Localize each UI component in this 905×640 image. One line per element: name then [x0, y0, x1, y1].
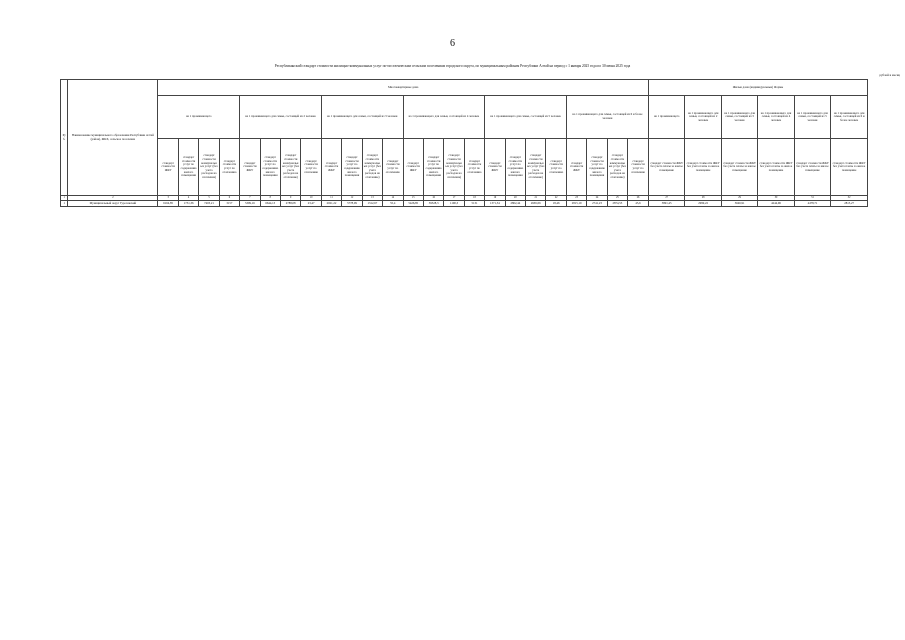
cost-standard-table	[60, 79, 868, 207]
table-cell: 2815,19	[566, 201, 586, 207]
table-cell: 3157	[219, 201, 239, 207]
column-header: стандарт стоимости услуг по содержанию жилого помещения	[178, 139, 198, 196]
column-number: 9	[280, 196, 300, 201]
column-number: 25	[607, 196, 627, 201]
column-header: стандарт стоимости услуг по отоплению	[219, 139, 239, 196]
subgroup-header: на 1 проживающего	[648, 96, 684, 139]
column-number: 28	[685, 196, 721, 201]
column-header: стандарт стоимости услуг по отоплению	[546, 139, 566, 196]
column-number: 6	[219, 196, 239, 201]
table-cell: 4244,96	[758, 201, 794, 207]
column-header: стандарт стоимости коммунальных услуг (без учета расходов на отопление)	[199, 139, 219, 196]
column-number: 2	[68, 196, 158, 201]
table-cell: 4965,06	[526, 201, 546, 207]
table-cell: 2999,22	[685, 201, 721, 207]
column-number: 18	[464, 196, 484, 201]
subgroup-header: на 1 проживающего для семьи, состоящей из 5 человек	[794, 96, 830, 139]
column-header: стандарт стоимости услуг по содержанию жилого помещения	[342, 139, 362, 196]
column-header: стандарт стоимости коммунальных услуг (без учета расходов на отопление)	[444, 139, 464, 196]
table-cell: 2788,08	[280, 201, 300, 207]
column-number: 24	[587, 196, 607, 201]
table-cell: 5399,16	[240, 201, 260, 207]
table-cell: 55,4	[383, 201, 403, 207]
column-header: стандарт стоимости ЖКУ	[321, 139, 341, 196]
column-header: стандарт стоимости услуг по содержанию жилого помещения	[260, 139, 280, 196]
row-name: Муниципальный округ Турочакский	[68, 201, 158, 207]
column-header: стандарт стоимости услуг по отоплению	[301, 139, 321, 196]
column-header: стандарт стоимости ЖКУ	[158, 139, 178, 196]
subgroup-header: на 1 проживающего для семьи, состоящей из 4 человек	[758, 96, 794, 139]
column-number: 12	[342, 196, 362, 201]
column-header: стандарт стоимости ЖКУ без учета платы за жилое помещение	[648, 139, 684, 196]
table-cell: 7403,21	[199, 201, 219, 207]
table-cell: 18,46	[546, 201, 566, 207]
table-cell: 4478,71	[794, 201, 830, 207]
table-cell: 2741,23	[587, 201, 607, 207]
subgroup-header: на 1 проживающего для семьи, состоящей из 6 и более человек	[566, 96, 648, 139]
column-header: стандарт стоимости ЖКУ без учета платы за жилое помещение	[831, 139, 868, 196]
column-number: 29	[721, 196, 757, 201]
table-cell: 1312,67	[362, 201, 382, 207]
column-header: стандарт стоимости ЖКУ	[403, 139, 423, 196]
subgroup-header: на 1 проживающего для семьи, состоящей из 5 человек	[485, 96, 567, 139]
table-cell: 3646,91	[721, 201, 757, 207]
table-cell: 45,6	[628, 201, 649, 207]
column-number: 14	[383, 196, 403, 201]
table-cell: 2802,44	[505, 201, 525, 207]
subgroup-header: на 1 проживающего	[158, 96, 240, 139]
table-cell: 5778,09	[342, 201, 362, 207]
column-number: 10	[301, 196, 321, 201]
document-title: Республиканский стандарт стоимости жилищно-коммунальных услуг по-поселенческим сельским поселениям городского округа, по муниципальным районам Республики Алтай на период с 1 января 2025 года по 30 июня 2025 года	[274, 64, 631, 68]
column-header: стандарт стоимости ЖКУ без учета платы за жилое помещение	[685, 139, 721, 196]
table-cell: 2021,22	[321, 201, 341, 207]
apartment-buildings-header: Многоквартирные дома	[158, 80, 649, 96]
corner-header: Руб.	[61, 80, 68, 196]
column-number: 21	[526, 196, 546, 201]
column-header: стандарт стоимости коммунальных услуг (без учета расходов на отопление)	[362, 139, 382, 196]
table-row	[61, 201, 868, 207]
page-number: 6	[450, 38, 455, 49]
column-number: 13	[362, 196, 382, 201]
column-header: стандарт стоимости услуг по отоплению	[383, 139, 403, 196]
table-cell: 5426,85	[403, 201, 423, 207]
table-cell: 39328,3	[423, 201, 443, 207]
column-header: стандарт стоимости ЖКУ без учета платы за жилое помещение	[721, 139, 757, 196]
column-number: 27	[648, 196, 684, 201]
column-number: 8	[260, 196, 280, 201]
column-number: 5	[199, 196, 219, 201]
column-number: 16	[423, 196, 443, 201]
column-header: стандарт стоимости услуг по содержанию жилого помещения	[505, 139, 525, 196]
column-header: стандарт стоимости услуг по отоплению	[464, 139, 484, 196]
units-label: рублей в месяц	[879, 73, 900, 77]
table-cell: 2874,53	[607, 201, 627, 207]
table-cell: 1371,34	[485, 201, 505, 207]
column-number: 3	[158, 196, 178, 201]
column-header: стандарт стоимости ЖКУ	[485, 139, 505, 196]
column-number: 17	[444, 196, 464, 201]
column-number: 32	[831, 196, 868, 201]
column-number: 22	[546, 196, 566, 201]
table-cell: 5131	[464, 201, 484, 207]
column-header: стандарт стоимости ЖКУ	[240, 139, 260, 196]
table-cell: 2815,27	[831, 201, 868, 207]
column-number: 20	[505, 196, 525, 201]
table-cell: 6164,85	[158, 201, 178, 207]
column-number: 1	[61, 196, 68, 201]
column-header: стандарт стоимости услуг по содержанию жилого помещения	[587, 139, 607, 196]
column-number: 23	[566, 196, 586, 201]
column-header: стандарт стоимости услуг по отоплению	[628, 139, 649, 196]
table-cell: 1190,3	[444, 201, 464, 207]
column-header: стандарт стоимости ЖКУ	[566, 139, 586, 196]
column-header: стандарт стоимости ЖКУ без учета платы за жилое помещение	[794, 139, 830, 196]
column-header: стандарт стоимости коммунальных услуг (без учета расходов на отопление)	[607, 139, 627, 196]
table-cell: 6644,13	[260, 201, 280, 207]
column-number: 19	[485, 196, 505, 201]
subgroup-header: на 1 проживающего для семьи, состоящей из 3 человек	[721, 96, 757, 139]
column-number: 26	[628, 196, 649, 201]
name-column-header: Наименование муниципального образования Республики Алтай (район), ЖКХ, сельское поселение	[68, 80, 158, 196]
row-number: 1	[61, 201, 68, 207]
column-header: стандарт стоимости ЖКУ без учета платы за жилое помещение	[758, 139, 794, 196]
column-number: 30	[758, 196, 794, 201]
column-number: 11	[321, 196, 341, 201]
column-header: стандарт стоимости коммунальных услуг (без учета расходов на отопление)	[526, 139, 546, 196]
column-header: стандарт стоимости услуг по содержанию жилого помещения	[423, 139, 443, 196]
subgroup-header: на 1 проживающего для семьи, состоящей из 6 и более человек	[831, 96, 868, 139]
column-number: 15	[403, 196, 423, 201]
subgroup-header: на 1 проживающего для семьи, состоящей из 2 человек	[240, 96, 322, 139]
column-header: стандарт стоимости коммунальных услуг (без учета расходов на отопление)	[280, 139, 300, 196]
table-cell: 1731,36	[178, 201, 198, 207]
subgroup-header: на 1 проживающего для семьи, состоящей из 4 человек	[403, 96, 485, 139]
table-cell: 23,47	[301, 201, 321, 207]
private-houses-header: Жилые дома (индивидуальные) Формы	[648, 80, 867, 96]
subgroup-header: на 1 проживающего для семьи, состоящей из 3 человек	[321, 96, 403, 139]
column-number: 7	[240, 196, 260, 201]
subgroup-header: на 1 проживающего для семьи, состоящей из 2 человек	[685, 96, 721, 139]
table-cell: 3891,45	[648, 201, 684, 207]
column-number: 4	[178, 196, 198, 201]
column-number: 31	[794, 196, 830, 201]
